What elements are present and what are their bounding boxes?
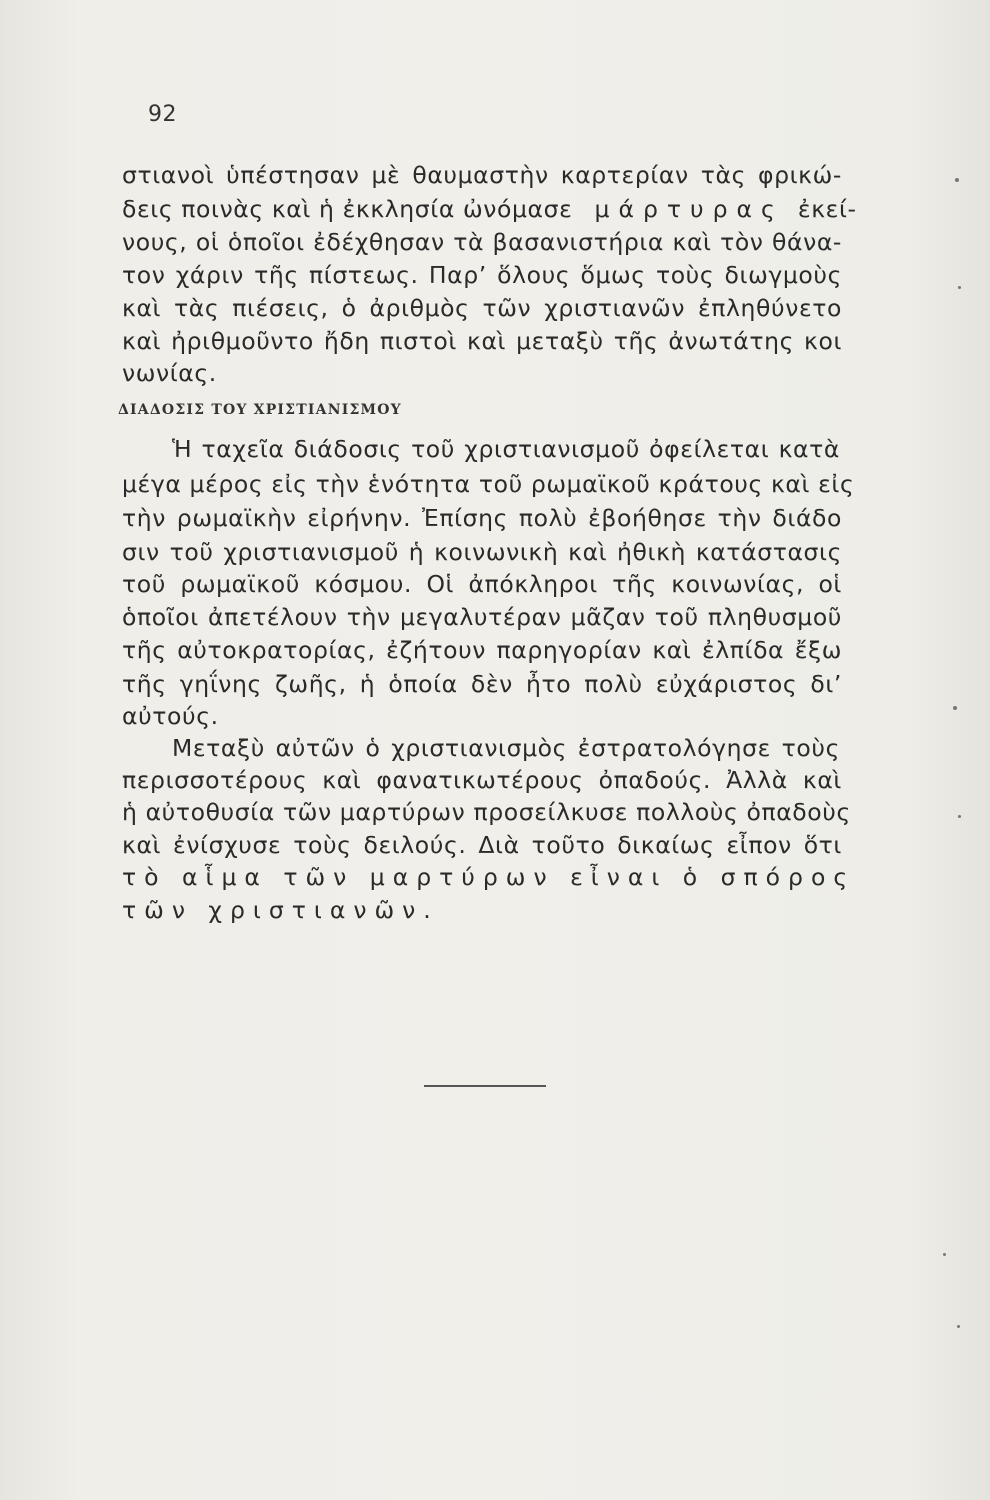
text-line: νωνίας. <box>122 359 217 387</box>
text-line: καὶ ἠριθμοῦντο ἤδη πιστοὶ καὶ μεταξὺ τῆς ἀνωτάτης κοι <box>122 327 842 355</box>
text-line: τον χάριν τῆς πίστεως. Παρ’ ὅλους ὅμως τοὺς διωγμοὺς <box>122 261 842 289</box>
text-line: καὶ ἐνίσχυσε τοὺς δειλούς. Διὰ τοῦτο δικαίως εἶπον ὅτι <box>122 831 842 859</box>
page-number: 92 <box>148 102 177 127</box>
text-line: ἡ αὐτοθυσία τῶν μαρτύρων προσείλκυσε πολλοὺς ὀπαδοὺς <box>122 798 851 826</box>
text-line: τὴν ρωμαϊκὴν εἰρήνην. Ἐπίσης πολὺ ἐβοήθησε τὴν διάδο <box>122 504 842 532</box>
text-line: νους, οἱ ὁποῖοι ἐδέχθησαν τὰ βασανιστήρια καὶ τὸν θάνα- <box>122 228 842 256</box>
scan-speck <box>943 1253 946 1256</box>
text-line: Ἡ ταχεῖα διάδοσις τοῦ χριστιανισμοῦ ὀφείλεται κατὰ <box>172 435 840 463</box>
text-line: αὐτούς. <box>122 702 219 730</box>
text-segment: δεις ποινὰς καὶ ἡ ἐκκλησία ὠνόμασε <box>122 195 573 223</box>
closing-rule <box>424 1085 546 1087</box>
section-heading: ΔΙΑΔΟΣΙΣ ΤΟΥ ΧΡΙΣΤΙΑΝΙΣΜΟΥ <box>118 402 402 418</box>
text-line: σιν τοῦ χριστιανισμοῦ ἡ κοινωνικὴ καὶ ἠθικὴ κατάστασις <box>122 538 842 566</box>
text-line: ὁποῖοι ἀπετέλουν τὴν μεγαλυτέραν μᾶζαν τοῦ πληθυσμοῦ <box>122 603 842 631</box>
text-line: μέγα μέρος εἰς τὴν ἑνότητα τοῦ ρωμαϊκοῦ κράτους καὶ εἰς <box>122 470 855 498</box>
text-line: καὶ τὰς πιέσεις, ὁ ἀριθμὸς τῶν χριστιανῶν ἐπληθύνετο <box>122 294 842 322</box>
text-line <box>122 194 857 224</box>
text-line: τῆς αὐτοκρατορίας, ἐζήτουν παρηγορίαν καὶ ἐλπίδα ἔξω <box>122 636 842 664</box>
text-line: περισσοτέρους καὶ φανατικωτέρους ὀπαδούς. Ἀλλὰ καὶ <box>122 766 842 794</box>
emphasized-word: μάρτυρας <box>594 195 784 223</box>
text-line: Μεταξὺ αὐτῶν ὁ χριστιανισμὸς ἐστρατολόγησε τοὺς <box>172 734 840 762</box>
scan-speck <box>957 1325 960 1328</box>
text-line: στιανοὶ ὑπέστησαν μὲ θαυμαστὴν καρτερίαν τὰς φρικώ- <box>122 161 842 189</box>
scan-speck <box>955 178 959 182</box>
text-line: τῆς γηΐνης ζωῆς, ἡ ὁποία δὲν ἦτο πολὺ εὐχάριστος δι’ <box>122 670 842 698</box>
text-line: τοῦ ρωμαϊκοῦ κόσμου. Οἱ ἀπόκληροι τῆς κοινωνίας, οἱ <box>122 570 842 598</box>
text-segment: ἐκεί- <box>797 195 857 223</box>
text-line-spaced: τῶν χριστιανῶν. <box>122 896 439 924</box>
scan-speck <box>958 815 961 818</box>
scan-speck <box>958 286 961 289</box>
scan-speck <box>953 706 957 710</box>
text-line-spaced: τὸ αἷμα τῶν μαρτύρων εἶναι ὁ σπόρος <box>122 863 856 891</box>
